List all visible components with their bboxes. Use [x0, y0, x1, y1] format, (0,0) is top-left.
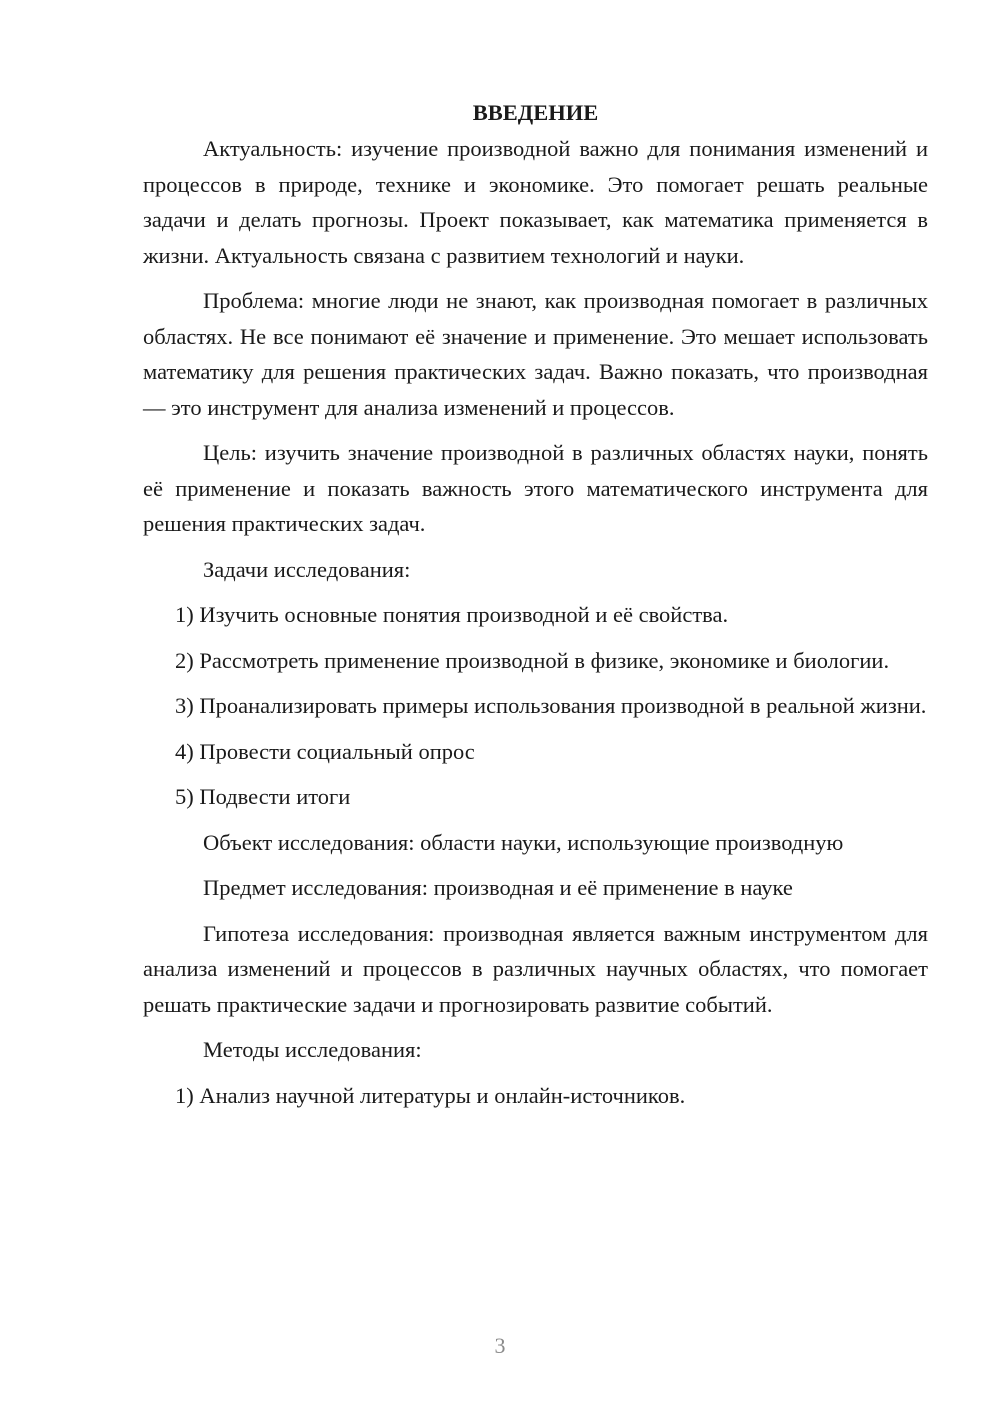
task-item: 5) Подвести итоги: [175, 784, 351, 809]
task-item: 4) Провести социальный опрос: [175, 738, 475, 764]
relevance-paragraph: Актуальность: изучение производной важно для понимания изменений и процессов в природе, технике и экономике. Это помогает решать реальные задачи и делать прогнозы. Проект показывает, как математика применяется в жизни. Актуальность связана с развитием технологий и науки.: [143, 136, 928, 268]
page-number: 3: [494, 1333, 506, 1358]
hypothesis-paragraph: Гипотеза исследования: производная является важным инструментом для анализа изменений и процессов в различных научных областях, что помогает решать практические задачи и прогнозировать развитие событий.: [143, 920, 928, 1017]
task-item: 3) Проанализировать примеры использования производной в реальной жизни.: [175, 693, 927, 718]
subject-paragraph: Предмет исследования: производная и её применение в науке: [203, 875, 793, 900]
goal-paragraph: Цель: изучить значение производной в различных областях науки, понять её применение и показать важность этого математического инструмента для решения практических задач.: [143, 440, 928, 536]
method-item: 1) Анализ научной литературы и онлайн-источников.: [175, 1082, 686, 1108]
tasks-title: Задачи исследования:: [203, 556, 411, 582]
section-heading: ВВЕДЕНИЕ: [472, 100, 599, 125]
task-item: 1) Изучить основные понятия производной и её свойства.: [175, 602, 729, 627]
task-item: 2) Рассмотреть применение производной в физике, экономике и биологии.: [175, 647, 890, 673]
object-paragraph: Объект исследования: области науки, использующие производную: [203, 829, 844, 855]
problem-paragraph: Проблема: многие люди не знают, как производная помогает в различных областях. Не все понимают её значение и применение. Это мешает использовать математику для решения практических задач. Важно показать, что производная — это инструмент для анализа изменений и процессов.: [143, 288, 928, 420]
methods-title: Методы исследования:: [203, 1037, 422, 1062]
page-content: [143, 95, 928, 1123]
